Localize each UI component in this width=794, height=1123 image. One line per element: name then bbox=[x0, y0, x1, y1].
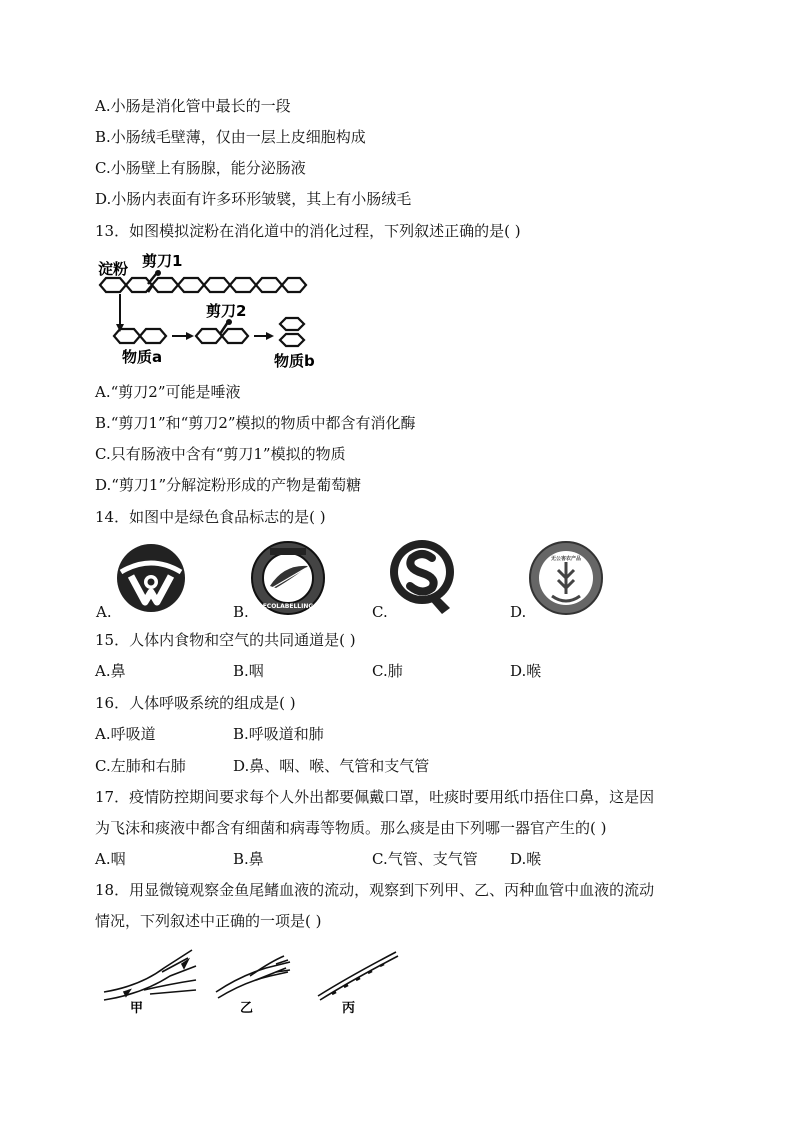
q14-label-c: C. bbox=[372, 603, 388, 621]
vessel-yi-icon bbox=[216, 956, 290, 998]
q17-stem-line2: 为飞沫和痰液中都含有细菌和病毒等物质。那么痰是由下列哪一器官产生的( ) bbox=[95, 819, 607, 837]
q14-label-a: A. bbox=[96, 603, 112, 621]
logo-d-icon bbox=[528, 540, 604, 616]
q15-option-d: D.喉 bbox=[510, 662, 542, 680]
substance-b-label: 物质b bbox=[274, 352, 315, 370]
logo-b-text: ECOLABELLING bbox=[262, 603, 314, 610]
vessel-jia-icon bbox=[104, 950, 196, 1000]
q17-option-a: A.咽 bbox=[95, 850, 126, 868]
blood-vessel-diagram bbox=[100, 942, 410, 1018]
q13-option-a: A.“剪刀2”可能是唾液 bbox=[95, 383, 241, 401]
starch-label: 淀粉 bbox=[98, 260, 129, 278]
logo-b-icon bbox=[250, 540, 326, 616]
q18-stem-line2: 情况，下列叙述中正确的一项是( ) bbox=[95, 912, 322, 930]
vessel-bing-label: 丙 bbox=[342, 1001, 356, 1016]
logo-d-text: 无公害农产品 bbox=[550, 556, 582, 562]
q14-stem: 14．如图中是绿色食品标志的是( ) bbox=[95, 508, 326, 526]
q18-stem-line1: 18．用显微镜观察金鱼尾鳍血液的流动，观察到下列甲、乙、丙种血管中血液的流动 bbox=[95, 881, 655, 899]
q14-label-d: D. bbox=[510, 603, 527, 621]
q17-option-b: B.鼻 bbox=[233, 850, 264, 868]
q13-option-d: D.“剪刀1”分解淀粉形成的产物是葡萄糖 bbox=[95, 476, 362, 494]
q17-option-d: D.喉 bbox=[510, 850, 542, 868]
q15-option-c: C.肺 bbox=[372, 662, 403, 680]
q12-option-d: D.小肠内表面有许多环形皱襞，其上有小肠绒毛 bbox=[95, 190, 412, 208]
vessel-bing-icon bbox=[318, 952, 398, 1000]
scissors2-label: 剪刀2 bbox=[206, 302, 247, 320]
q15-stem: 15．人体内食物和空气的共同通道是( ) bbox=[95, 631, 356, 649]
q14-label-b: B. bbox=[233, 603, 249, 621]
q16-option-b: B.呼吸道和肺 bbox=[233, 725, 324, 743]
starch-digestion-diagram bbox=[96, 250, 326, 372]
q16-option-c: C.左肺和右肺 bbox=[95, 757, 186, 775]
q13-option-c: C.只有肠液中含有“剪刀1”模拟的物质 bbox=[95, 445, 346, 463]
q13-option-b: B.“剪刀1”和“剪刀2”模拟的物质中都含有消化酶 bbox=[95, 414, 416, 432]
scissors1-label: 剪刀1 bbox=[142, 252, 183, 270]
logo-a-icon bbox=[115, 542, 187, 614]
q16-option-a: A.呼吸道 bbox=[95, 725, 156, 743]
substance-a-label: 物质a bbox=[122, 348, 163, 366]
q12-option-c: C.小肠壁上有肠腺，能分泌肠液 bbox=[95, 159, 306, 177]
logo-c-icon bbox=[388, 538, 456, 616]
q12-option-b: B.小肠绒毛壁薄，仅由一层上皮细胞构成 bbox=[95, 128, 366, 146]
q16-option-d: D.鼻、咽、喉、气管和支气管 bbox=[233, 757, 430, 775]
q13-stem: 13．如图模拟淀粉在消化道中的消化过程，下列叙述正确的是( ) bbox=[95, 222, 521, 240]
vessel-yi-label: 乙 bbox=[240, 1001, 254, 1016]
q16-stem: 16．人体呼吸系统的组成是( ) bbox=[95, 694, 296, 712]
q12-option-a: A.小肠是消化管中最长的一段 bbox=[95, 97, 291, 115]
vessel-jia-label: 甲 bbox=[130, 1001, 144, 1016]
q15-option-a: A.鼻 bbox=[95, 662, 126, 680]
q15-option-b: B.咽 bbox=[233, 662, 264, 680]
q17-option-c: C.气管、支气管 bbox=[372, 850, 478, 868]
q17-stem-line1: 17．疫情防控期间要求每个人外出都要佩戴口罩，吐痰时要用纸巾捂住口鼻，这是因 bbox=[95, 788, 655, 806]
